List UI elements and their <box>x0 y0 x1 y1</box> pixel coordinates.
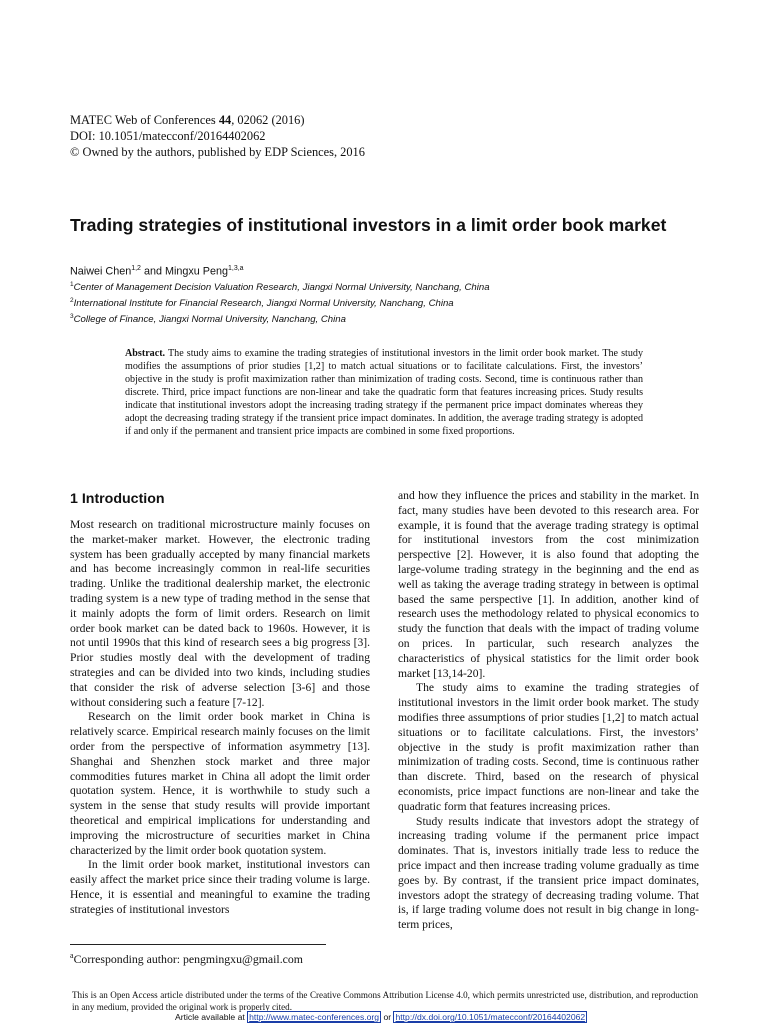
affiliation-item <box>70 278 690 294</box>
journal-citation <box>70 112 365 128</box>
affiliation-text: College of Finance, Jiangxi Normal University, Nanchang, China <box>73 314 346 326</box>
left-column <box>70 490 370 918</box>
section-heading: 1 Introduction <box>70 491 165 507</box>
author-2-affil: 1,3,a <box>228 265 244 272</box>
footnote-text: Corresponding author: pengmingxu@gmail.com <box>73 951 303 966</box>
footnote-mark: a <box>70 951 74 960</box>
affiliation-number: 3 <box>70 313 74 321</box>
affiliation-item <box>70 294 690 310</box>
affiliation-item <box>70 310 690 326</box>
author-2-name: Mingxu Peng <box>164 265 228 278</box>
copyright-line: © Owned by the authors, published by EDP Sciences, 2016 <box>70 145 365 159</box>
author-line <box>70 262 244 279</box>
paragraph: and how they influence the prices and stability in the market. In fact, many studies have been devoted to this research area. For example, it is found that the average trading strategy is optimal for institutional investors from the cost minimization perspective [2]. However, it is also found that adopting the large-volume trading strategy in the beginning and the end as well as taking the average trading strategy in between is optimal based the same perspective [1]. In addition, another kind of research uses the methodology related to physical economics to study the function that deals with the impact of trading volume on prices. In particular, such research analyzes the characteristics of physical statistics for the limit order book market [13,14-20]. <box>398 489 699 680</box>
journal-header <box>70 112 365 160</box>
footnote <box>70 948 303 967</box>
author-joiner: and <box>140 265 165 278</box>
affiliations <box>70 278 690 327</box>
license-notice: This is an Open Access article distributed under the terms of the Creative Commons Attribution License 4.0, which permits unrestricted use, distribution, and reproduction in any medium, provided the original work is properly cited. <box>72 990 698 1012</box>
article-number: , 02062 (2016) <box>231 113 305 127</box>
paper-title: Trading strategies of institutional investors in a limit order book market <box>70 215 667 235</box>
availability-prefix: Article available at <box>175 1012 248 1022</box>
author-1-affil: 1,2 <box>131 265 141 272</box>
paragraph: In the limit order book market, institutional investors can easily affect the market price since their trading volume is large. Hence, it is essential and meaningful to examine the trading strategies of institutional investors <box>70 858 370 916</box>
author-1-name: Naiwei Chen <box>70 265 132 278</box>
footnote-rule <box>70 944 326 945</box>
right-column <box>398 489 699 933</box>
affiliation-text: Center of Management Decision Valuation Research, Jiangxi Normal University, Nanchang, China <box>73 282 490 294</box>
affiliation-number: 2 <box>70 297 74 305</box>
abstract-label: Abstract. <box>125 348 166 359</box>
doi-link[interactable]: http://dx.doi.org/10.1051/matecconf/20164402062 <box>395 1012 586 1022</box>
journal-volume: 44 <box>218 113 232 127</box>
journal-name: MATEC Web of Conferences <box>70 113 216 127</box>
paragraph: Most research on traditional microstructure mainly focuses on the market-maker market. However, the electronic trading system has been gradually accepted by many financial markets and has become increasingly common in real-life securities trading. Unlike the traditional dealership market, the electronic trading system is a new type of trading method in the sense that it mainly adopts the form of limit orders. Research on limit order book market can be dated back to 1960s. However, it is not until 1990s that this kind of research sees a big progress [3]. Prior studies mostly deal with the development of trading strategies and can be divided into two kinds, including studies that consider the risk of adverse selection [3-6] and those without considering such a feature [7-12]. <box>70 518 370 709</box>
affiliation-number: 1 <box>70 281 74 288</box>
paragraph: Research on the limit order book market in China is relatively scarce. Empirical research mainly focuses on the limit order from the perspective of information asymmetry [13]. Shanghai and Shenzhen stock market and three major commodities futures market in China all adopt the limit order quotation system. Hence, it is worthwhile to study such a system in the sense that study results will provide important theoretical and empirical implications for understanding and improving the microstructure of securities market in China characterized by the limit order book quotation system. <box>70 710 370 857</box>
matec-link[interactable]: http://www.matec-conferences.org <box>249 1012 380 1022</box>
doi-line: DOI: 10.1051/matecconf/20164402062 <box>70 129 266 143</box>
availability-or: or <box>381 1012 394 1022</box>
abstract <box>125 347 643 438</box>
abstract-text: The study aims to examine the trading strategies of institutional investors in the limit order book market. The study modifies the assumptions of prior studies [1,2] to match actual situations or to facilitate calculations. First, the investors’ objective in the study is profit maximization rather than minimization of trading costs. Second, time is continuous rather than discrete. Third, price impact functions are non-linear and take the quadratic form that features increasing prices. Study results indicate that institutional investors adopt the increasing trading strategy if the permanent price impact dominates whereas they adopt the decreasing trading strategy if the transient price impact dominates. In addition, the average trading strategy is adopted if and only if the permanent and transient price impacts are combined in some fixed proportions. <box>125 348 643 438</box>
affiliation-text: International Institute for Financial Research, Jiangxi Normal University, Nanchang, China <box>73 298 454 310</box>
paragraph: Study results indicate that investors adopt the strategy of increasing trading volume if the permanent price impact dominates. That is, investors initially trade less to reduce the price impact and then increase trading volume gradually as time goes by. By contrast, if the transient price impact dominates, investors adopt the strategy of decreasing trading volume. That is, if large trading volume does not result in big change in long-term prices, <box>398 814 699 932</box>
availability-line <box>175 1012 587 1023</box>
paragraph: The study aims to examine the trading strategies of institutional investors in the limit order book market. The study modifies three assumptions of prior studies [1,2] to match actual situations or to facilitate calculations. First, the investors’ objective in the study is profit maximization rather than minimization of trading costs. Second, time is continuous rather than discrete. Third, based on the research of physical economists, price impact functions are non-linear and take the quadratic form that features increasing prices. <box>398 681 699 813</box>
